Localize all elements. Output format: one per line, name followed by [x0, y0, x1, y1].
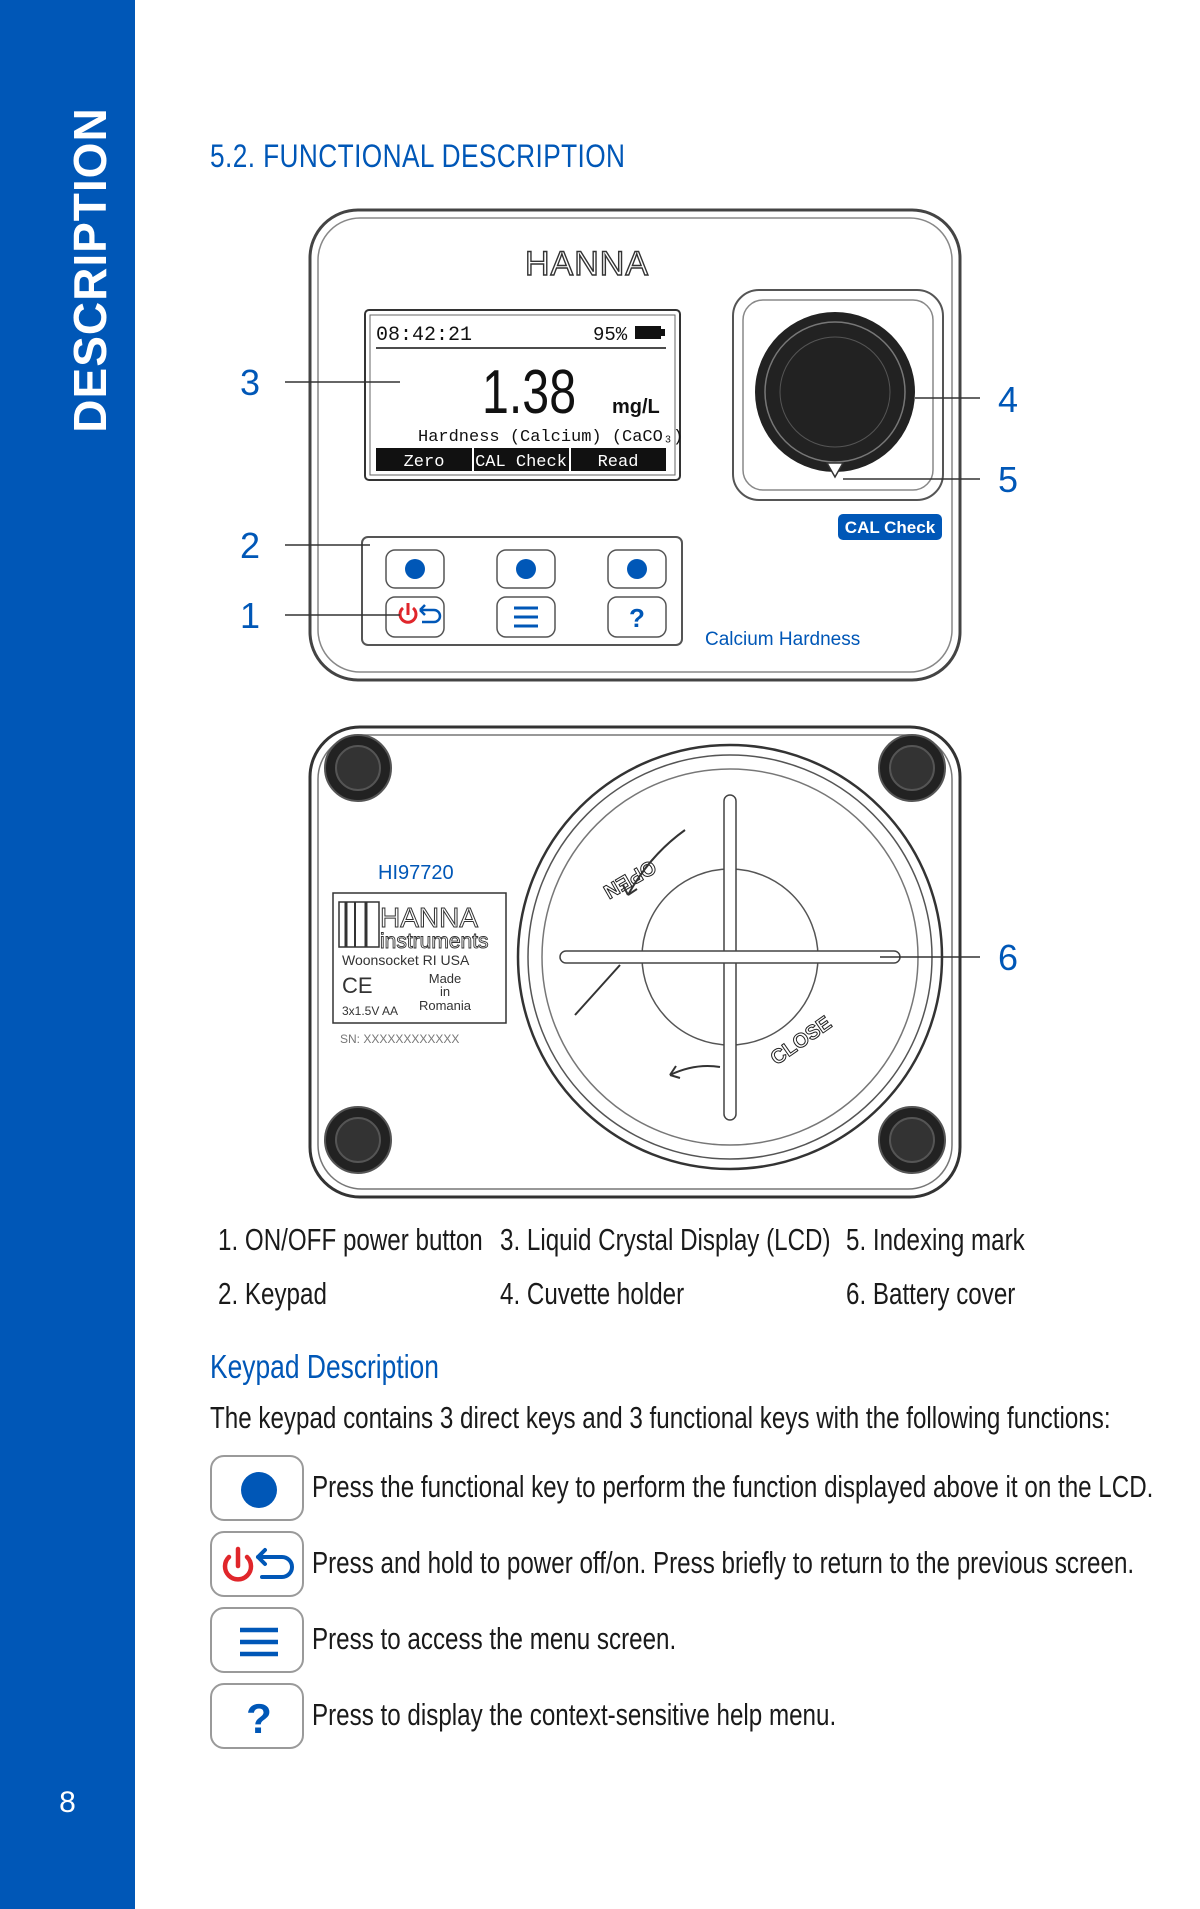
meter-brand: HANNA [525, 245, 650, 283]
keypad-title: Keypad Description [210, 1348, 439, 1385]
lcd-softkey-cal-check: CAL Check [475, 453, 567, 472]
lcd-softkey-read: Read [597, 453, 639, 472]
device-label [333, 893, 506, 1023]
label-brand: HANNA [380, 902, 479, 933]
label-sub: instruments [380, 930, 489, 953]
key-text-help: Press to display the context-sensitive help menu. [312, 1697, 837, 1732]
menu-icon [210, 1607, 304, 1673]
section-title: 5.2. FUNCTIONAL DESCRIPTION [210, 138, 626, 174]
key-text-functional: Press the functional key to perform the function displayed above it on the LCD. [312, 1469, 1154, 1504]
help-icon: ? [629, 603, 645, 633]
callout-3: 3 [240, 362, 261, 403]
meter-back [310, 727, 1018, 1197]
ce-mark: CE [342, 973, 373, 998]
lcd-unit: mg/L [612, 396, 660, 418]
key-text-menu: Press to access the menu screen. [312, 1621, 677, 1656]
sidebar-title [60, 107, 120, 433]
open-text: OPEN [599, 855, 660, 903]
battery-icon [635, 326, 661, 339]
label-city: Woonsocket RI USA [342, 952, 470, 968]
legend-item-5: 5. Indexing mark [846, 1222, 1025, 1257]
help-icon [210, 1683, 304, 1749]
functional-key-icon [210, 1455, 304, 1521]
callout-5: 5 [998, 459, 1019, 500]
label-made-3: Romania [418, 998, 472, 1013]
cal-check-label: CAL Check [844, 518, 936, 537]
lcd-time: 08:42:21 [376, 324, 473, 347]
lcd-battery: 95% [593, 324, 628, 346]
legend-item-1: 1. ON/OFF power button [218, 1222, 483, 1257]
lcd-parameter: Hardness (Calcium) (CaCO₃) [418, 428, 684, 447]
callout-6: 6 [998, 937, 1019, 978]
label-battery: 3x1.5V AA [342, 1004, 399, 1018]
cuvette-holder [733, 290, 943, 500]
key-text-power: Press and hold to power off/on. Press briefly to return to the previous screen. [312, 1545, 1135, 1580]
callout-4: 4 [998, 379, 1019, 420]
component-legend [0, 1222, 1200, 1342]
power-back-icon [210, 1531, 304, 1597]
sidebar-title-text: DESCRIPTION [64, 107, 116, 433]
label-made-2: in [439, 984, 451, 999]
legend-item-3: 3. Liquid Crystal Display (LCD) [500, 1222, 831, 1257]
callout-1: 1 [240, 595, 261, 636]
product-label: Calcium Hardness [705, 629, 861, 650]
callout-2: 2 [240, 525, 261, 566]
lcd-value: 1.38 [482, 357, 577, 427]
label-made-1: Made [428, 971, 462, 986]
legend-item-6: 6. Battery cover [846, 1276, 1016, 1311]
serial-number: SN: XXXXXXXXXXXX [340, 1032, 460, 1046]
model-number: HI97720 [378, 862, 454, 884]
svg-text:?: ? [246, 1695, 272, 1742]
meter-keypad [362, 537, 682, 645]
lcd-display [365, 310, 683, 480]
legend-item-4: 4. Cuvette holder [500, 1276, 685, 1311]
page-number: 8 [59, 1786, 76, 1819]
sidebar [0, 0, 135, 1909]
meter-illustration [240, 205, 1050, 1205]
lcd-softkey-zero: Zero [403, 453, 445, 472]
legend-item-2: 2. Keypad [218, 1276, 327, 1311]
battery-cover [518, 745, 942, 1169]
meter-front [240, 210, 1018, 680]
close-text: CLOSE [766, 1012, 836, 1070]
keypad-intro: The keypad contains 3 direct keys and 3 functional keys with the following functions: [210, 1400, 1111, 1435]
